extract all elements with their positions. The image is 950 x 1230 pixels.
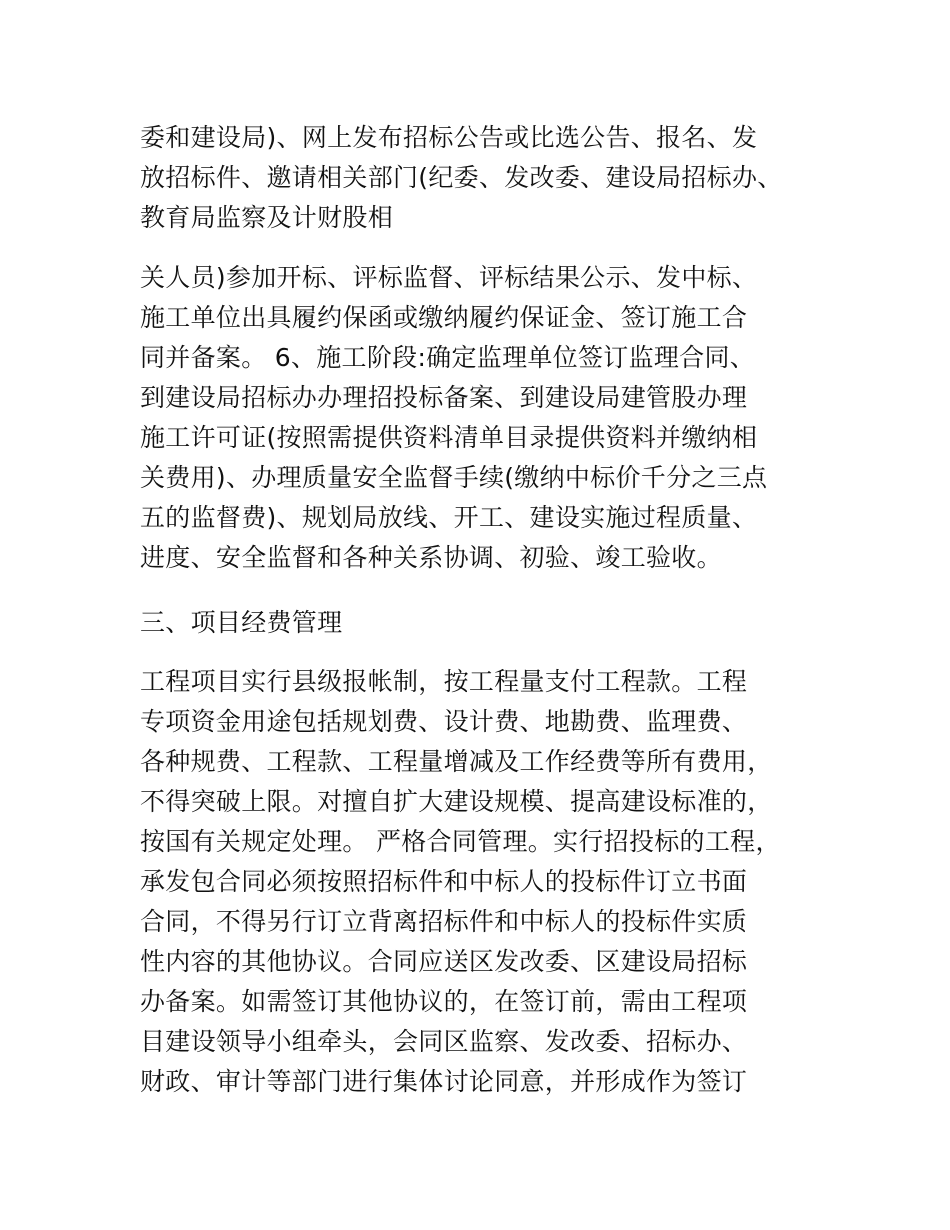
paragraph-3-line-8: 性内容的其他协议。合同应送区发改委、区建设局招标: [140, 947, 748, 976]
paragraph-3-line-11: 财政、审计等部门进行集体讨论同意，并形成作为签订: [140, 1067, 748, 1096]
paragraph-2-line-5: 施工许可证(按照需提供资料清单目录提供资料并缴纳相: [140, 423, 758, 452]
paragraph-2-line-8: 进度、安全监督和各种关系协调、初验、竣工验收。: [140, 543, 722, 572]
paragraph-2-line-3: 同并备案。 6、施工阶段:确定监理单位签订监理合同、: [140, 343, 756, 372]
paragraph-2-line-6: 关费用)、办理质量安全监督手续(缴纳中标价千分之三点: [140, 463, 768, 492]
section-heading: 三、项目经费管理: [140, 608, 343, 637]
paragraph-1-line-3: 教育局监察及计财股相: [140, 203, 394, 232]
paragraph-3-line-4: 不得突破上限。对擅自扩大建设规模、提高建设标准的，: [140, 787, 773, 816]
paragraph-3-line-3: 各种规费、工程款、工程量增减及工作经费等所有费用，: [140, 747, 773, 776]
paragraph-2-line-1: 关人员)参加开标、评标监督、评标结果公示、发中标、: [140, 263, 758, 292]
paragraph-3-line-10: 目建设领导小组牵头，会同区监察、发改委、招标办、: [140, 1027, 748, 1056]
paragraph-3-line-9: 办备案。如需签订其他协议的，在签订前，需由工程项: [140, 987, 748, 1016]
paragraph-3-line-2: 专项资金用途包括规划费、设计费、地勘费、监理费、: [140, 707, 748, 736]
paragraph-2-line-4: 到建设局招标办办理招投标备案、到建设局建管股办理: [140, 383, 748, 412]
paragraph-3-line-6: 承发包合同必须按照招标件和中标人的投标件订立书面: [140, 867, 748, 896]
paragraph-3-line-5: 按国有关规定处理。 严格合同管理。实行招投标的工程，: [140, 827, 781, 856]
paragraph-3-line-7: 合同，不得另行订立背离招标件和中标人的投标件实质: [140, 907, 748, 936]
paragraph-2-line-7: 五的监督费)、规划局放线、开工、建设实施过程质量、: [140, 503, 758, 532]
paragraph-3-line-1: 工程项目实行县级报帐制，按工程量支付工程款。工程: [140, 667, 748, 696]
paragraph-1-line-1: 委和建设局)、网上发布招标公告或比选公告、报名、发: [140, 123, 758, 152]
paragraph-2-line-2: 施工单位出具履约保函或缴纳履约保证金、签订施工合: [140, 303, 748, 332]
paragraph-1-line-2: 放招标件、邀请相关部门(纪委、发改委、建设局招标办、: [140, 163, 783, 192]
